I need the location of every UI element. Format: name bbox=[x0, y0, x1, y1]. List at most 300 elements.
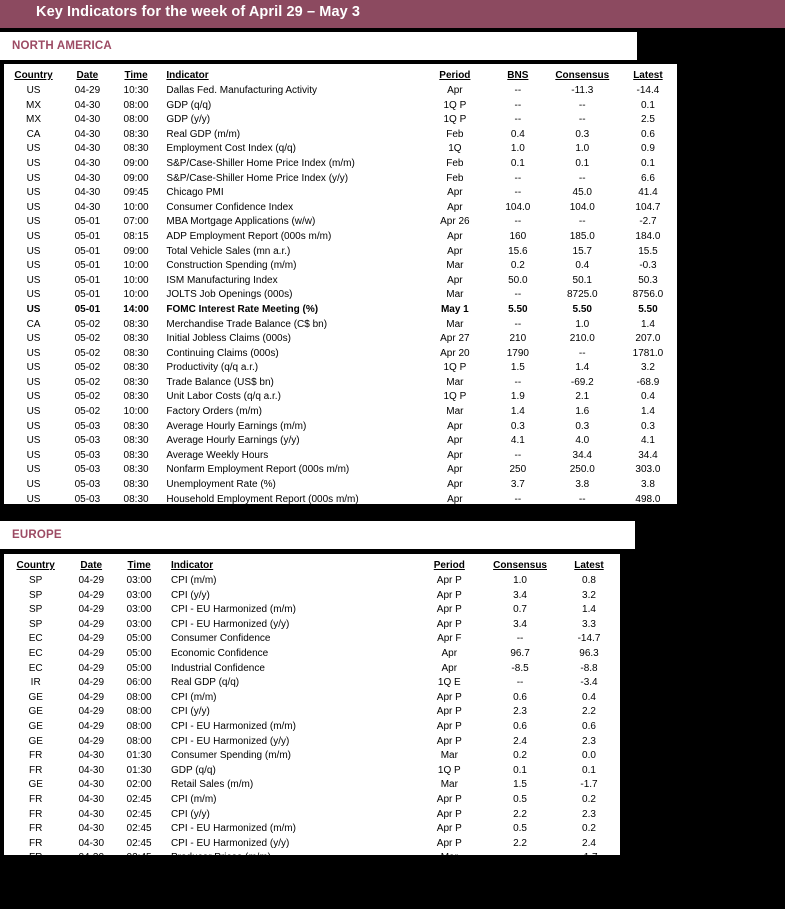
cell-time: 10:00 bbox=[123, 508, 149, 520]
cell-indicator: ISM Non-Manufacturing Composite bbox=[166, 508, 323, 520]
cell-bns: -- bbox=[514, 172, 522, 184]
cell-indicator: Construction Spending (m/m) bbox=[166, 260, 297, 272]
cell-indicator: Consumer Confidence bbox=[170, 633, 271, 645]
cell-country: US bbox=[26, 143, 41, 155]
cell-consensus: 0.1 bbox=[513, 764, 527, 776]
cell-consensus: 250.0 bbox=[569, 464, 595, 476]
cell-time: 03:00 bbox=[126, 589, 152, 601]
cell-time: 09:00 bbox=[123, 245, 149, 257]
cell-time: 02:45 bbox=[126, 793, 152, 805]
cell-consensus: 2.3 bbox=[513, 706, 527, 718]
cell-date: 04-30 bbox=[74, 143, 101, 155]
cell-indicator: CPI - EU Harmonized (m/m) bbox=[170, 823, 296, 835]
cell-date: 05-01 bbox=[74, 274, 101, 286]
cell-bns: 1.9 bbox=[510, 391, 525, 403]
cell-indicator: CPI (m/m) bbox=[170, 793, 217, 805]
cell-indicator: CPI - EU Harmonized (y/y) bbox=[170, 837, 290, 849]
cell-bns: 5.50 bbox=[508, 303, 528, 315]
cell-date: 05-02 bbox=[74, 362, 101, 374]
cell-period: Feb bbox=[446, 157, 464, 169]
cell-date: 05-02 bbox=[74, 376, 101, 388]
cell-consensus: 1.0 bbox=[575, 318, 590, 330]
cell-indicator: Real GDP (m/m) bbox=[166, 128, 241, 140]
cell-consensus: 0.3 bbox=[575, 128, 590, 140]
cell-latest: 3.2 bbox=[582, 589, 596, 601]
cell-bns: 50.0 bbox=[508, 274, 528, 286]
cell-latest: 0.1 bbox=[640, 157, 655, 169]
cell-period: Apr P bbox=[436, 837, 462, 849]
table-row bbox=[4, 449, 677, 464]
cell-consensus: 0.5 bbox=[513, 793, 527, 805]
cell-period: Apr bbox=[447, 449, 463, 461]
cell-period: Mar bbox=[446, 376, 464, 388]
cell-latest: 1.4 bbox=[582, 604, 596, 616]
cell-country: CA bbox=[26, 128, 41, 140]
cell-date: 04-29 bbox=[74, 85, 101, 96]
cell-bns: 52.0 bbox=[508, 508, 528, 520]
cell-country: US bbox=[26, 85, 41, 96]
cell-consensus: 1.5 bbox=[513, 779, 527, 791]
cell-period: Apr P bbox=[436, 618, 462, 630]
cell-consensus: -- bbox=[578, 99, 586, 111]
cell-indicator: CPI (m/m) bbox=[170, 575, 217, 586]
cell-time: 08:00 bbox=[126, 706, 152, 718]
section-header-europe bbox=[0, 521, 635, 549]
cell-date: 05-01 bbox=[74, 230, 101, 242]
cell-date: 04-30 bbox=[78, 852, 105, 864]
column-header-time: Time bbox=[127, 560, 151, 571]
cell-period: Feb bbox=[446, 128, 464, 140]
cell-country: US bbox=[26, 216, 41, 228]
cell-consensus: -- bbox=[516, 633, 524, 645]
cell-latest: 15.5 bbox=[638, 245, 658, 257]
cell-consensus: 45.0 bbox=[572, 187, 592, 199]
cell-period: Mar bbox=[446, 260, 464, 272]
cell-date: 05-03 bbox=[74, 508, 101, 520]
cell-indicator: S&P/Case-Shiller Home Price Index (m/m) bbox=[166, 157, 355, 169]
cell-time: 08:30 bbox=[123, 318, 149, 330]
cell-bns: 1.0 bbox=[510, 143, 525, 155]
cell-period: Apr 20 bbox=[440, 347, 470, 359]
cell-time: 08:30 bbox=[123, 435, 149, 447]
cell-indicator: Average Hourly Earnings (y/y) bbox=[166, 435, 300, 447]
cell-period: Apr bbox=[447, 274, 463, 286]
cell-country: US bbox=[26, 508, 41, 520]
cell-period: 1Q P bbox=[443, 391, 467, 403]
cell-date: 04-30 bbox=[74, 99, 101, 111]
cell-date: 05-01 bbox=[74, 260, 101, 272]
cell-time: 08:30 bbox=[123, 128, 149, 140]
cell-consensus: 0.6 bbox=[513, 720, 527, 732]
cell-time: 02:45 bbox=[126, 837, 152, 849]
cell-indicator: Unemployment Rate (%) bbox=[166, 479, 276, 491]
cell-bns: -- bbox=[514, 289, 522, 301]
cell-date: 05-03 bbox=[74, 449, 101, 461]
table-row bbox=[4, 851, 620, 866]
cell-consensus: -- bbox=[516, 852, 524, 864]
table-header-row bbox=[4, 559, 620, 574]
cell-bns: -- bbox=[514, 376, 522, 388]
table-row bbox=[4, 172, 677, 187]
cell-latest: 303.0 bbox=[635, 464, 661, 476]
cell-date: 05-01 bbox=[74, 303, 101, 315]
cell-country: FR bbox=[29, 750, 43, 762]
cell-indicator: CPI - EU Harmonized (m/m) bbox=[170, 604, 296, 616]
cell-latest: 498.0 bbox=[635, 493, 661, 505]
column-header-country: Country bbox=[16, 560, 55, 571]
cell-period: 1Q P bbox=[443, 362, 467, 374]
cell-time: 08:00 bbox=[123, 99, 149, 111]
cell-date: 05-02 bbox=[74, 347, 101, 359]
cell-date: 04-30 bbox=[78, 837, 105, 849]
cell-country: US bbox=[26, 245, 41, 257]
table-row bbox=[4, 332, 677, 347]
cell-latest: 3.8 bbox=[640, 479, 655, 491]
cell-latest: 6.6 bbox=[640, 172, 655, 184]
cell-consensus: 104.0 bbox=[569, 201, 595, 213]
cell-indicator: Factory Orders (m/m) bbox=[166, 406, 262, 418]
cell-time: 08:30 bbox=[123, 347, 149, 359]
table-row bbox=[4, 245, 677, 260]
cell-consensus: 2.2 bbox=[513, 808, 527, 820]
table-row bbox=[4, 589, 620, 604]
cell-time: 05:00 bbox=[126, 647, 152, 659]
table-row bbox=[4, 764, 620, 779]
cell-consensus: 0.4 bbox=[575, 260, 590, 272]
cell-country: IR bbox=[30, 677, 41, 689]
cell-time: 05:00 bbox=[126, 633, 152, 645]
cell-country: SP bbox=[29, 604, 43, 616]
cell-date: 05-02 bbox=[74, 318, 101, 330]
cell-country: US bbox=[26, 362, 41, 374]
cell-latest: 34.4 bbox=[638, 449, 658, 461]
table-row bbox=[4, 347, 677, 362]
cell-bns: 15.6 bbox=[508, 245, 528, 257]
cell-latest: -68.9 bbox=[636, 376, 660, 388]
cell-date: 05-02 bbox=[74, 391, 101, 403]
cell-country: US bbox=[26, 303, 41, 315]
table-row bbox=[4, 493, 677, 508]
cell-indicator: Average Weekly Hours bbox=[166, 449, 269, 461]
cell-latest: 0.0 bbox=[582, 750, 596, 762]
cell-indicator: FOMC Interest Rate Meeting (%) bbox=[166, 303, 319, 315]
cell-country: US bbox=[26, 230, 41, 242]
cell-consensus: 0.1 bbox=[575, 157, 590, 169]
cell-country: EC bbox=[28, 647, 43, 659]
table-row bbox=[4, 647, 620, 662]
cell-latest: 5.50 bbox=[638, 303, 658, 315]
cell-time: 09:00 bbox=[123, 157, 149, 169]
cell-country: US bbox=[26, 435, 41, 447]
column-header-consensus: Consensus bbox=[493, 560, 547, 571]
cell-period: 1Q P bbox=[443, 114, 467, 126]
cell-latest: 1781.0 bbox=[632, 347, 664, 359]
cell-time: 09:00 bbox=[123, 172, 149, 184]
cell-latest: 0.6 bbox=[582, 720, 596, 732]
cell-latest: 4.1 bbox=[640, 435, 655, 447]
cell-latest: 0.9 bbox=[640, 143, 655, 155]
table-row bbox=[4, 434, 677, 449]
cell-latest: 0.4 bbox=[640, 391, 655, 403]
cell-time: 08:30 bbox=[123, 493, 149, 505]
cell-indicator: Consumer Confidence Index bbox=[166, 201, 294, 213]
column-header-date: Date bbox=[76, 70, 99, 81]
cell-latest: 0.4 bbox=[582, 691, 596, 703]
cell-consensus: -- bbox=[578, 172, 586, 184]
cell-latest: 2.3 bbox=[582, 808, 596, 820]
table-row bbox=[4, 793, 620, 808]
cell-period: Apr bbox=[447, 508, 463, 520]
cell-date: 04-30 bbox=[78, 779, 105, 791]
cell-period: Apr bbox=[447, 464, 463, 476]
table-row bbox=[4, 574, 620, 589]
cell-indicator: S&P/Case-Shiller Home Price Index (y/y) bbox=[166, 172, 349, 184]
table-row bbox=[4, 632, 620, 647]
cell-bns: -- bbox=[514, 114, 522, 126]
cell-period: Apr P bbox=[436, 691, 462, 703]
cell-latest: 2.5 bbox=[640, 114, 655, 126]
cell-bns: -- bbox=[514, 493, 522, 505]
table-row bbox=[4, 705, 620, 720]
cell-date: 04-30 bbox=[74, 157, 101, 169]
cell-country: EC bbox=[28, 662, 43, 674]
cell-bns: 3.7 bbox=[510, 479, 525, 491]
cell-period: Apr bbox=[447, 493, 463, 505]
cell-consensus: 2.2 bbox=[513, 837, 527, 849]
cell-time: 08:30 bbox=[123, 143, 149, 155]
cell-latest: -14.7 bbox=[577, 633, 601, 645]
cell-date: 04-29 bbox=[78, 575, 105, 586]
cell-country: FR bbox=[29, 852, 43, 864]
cell-time: 01:30 bbox=[126, 764, 152, 776]
cell-date: 05-01 bbox=[74, 289, 101, 301]
cell-time: 10:00 bbox=[123, 406, 149, 418]
table-row bbox=[4, 837, 620, 852]
table-row bbox=[4, 288, 677, 303]
table-row bbox=[4, 603, 620, 618]
cell-country: CA bbox=[26, 318, 41, 330]
calendar-table-europe bbox=[4, 559, 620, 866]
cell-time: 05:00 bbox=[126, 662, 152, 674]
cell-latest: -0.3 bbox=[639, 260, 657, 272]
cell-bns: -- bbox=[514, 318, 522, 330]
cell-date: 05-03 bbox=[74, 420, 101, 432]
cell-consensus: 210.0 bbox=[569, 333, 595, 345]
cell-indicator: Nonfarm Employment Report (000s m/m) bbox=[166, 464, 350, 476]
cell-time: 14:00 bbox=[123, 303, 149, 315]
cell-consensus: 34.4 bbox=[572, 449, 592, 461]
table-row bbox=[4, 720, 620, 735]
cell-country: GE bbox=[28, 720, 43, 732]
cell-consensus: 1.6 bbox=[575, 406, 590, 418]
cell-period: Apr bbox=[447, 230, 463, 242]
cell-consensus: 3.4 bbox=[513, 589, 527, 601]
cell-date: 04-30 bbox=[78, 764, 105, 776]
column-header-indicator: Indicator bbox=[166, 70, 209, 81]
cell-period: Apr bbox=[441, 647, 458, 659]
cell-period: Apr bbox=[441, 662, 458, 674]
cell-indicator: Real GDP (q/q) bbox=[170, 677, 240, 689]
column-header-consensus: Consensus bbox=[555, 70, 610, 81]
table-row bbox=[4, 463, 677, 478]
cell-period: Apr P bbox=[436, 706, 462, 718]
cell-consensus: 4.0 bbox=[575, 435, 590, 447]
page-title: Key Indicators for the week of April 29 – May 3 bbox=[36, 4, 361, 20]
cell-consensus: 5.50 bbox=[572, 303, 592, 315]
cell-latest: 0.1 bbox=[582, 764, 596, 776]
cell-country: US bbox=[26, 274, 41, 286]
table-row bbox=[4, 259, 677, 274]
cell-indicator: Chicago PMI bbox=[166, 187, 224, 199]
cell-time: 01:30 bbox=[126, 750, 152, 762]
cell-time: 10:00 bbox=[123, 289, 149, 301]
cell-period: Apr P bbox=[436, 604, 462, 616]
cell-period: Mar bbox=[440, 852, 458, 864]
cell-indicator: Unit Labor Costs (q/q a.r.) bbox=[166, 391, 281, 403]
cell-period: Apr P bbox=[436, 575, 462, 586]
cell-latest: 0.8 bbox=[582, 575, 596, 586]
cell-consensus: -- bbox=[578, 347, 586, 359]
cell-country: FR bbox=[29, 793, 43, 805]
column-header-date: Date bbox=[80, 560, 103, 571]
cell-bns: 1790 bbox=[506, 347, 529, 359]
cell-time: 06:00 bbox=[126, 677, 152, 689]
cell-country: GE bbox=[28, 779, 43, 791]
cell-date: 04-30 bbox=[74, 114, 101, 126]
cell-consensus: 1.0 bbox=[575, 143, 590, 155]
cell-consensus: -- bbox=[516, 677, 524, 689]
table-header-row bbox=[4, 69, 677, 84]
cell-indicator: Productivity (q/q a.r.) bbox=[166, 362, 259, 374]
cell-date: 04-29 bbox=[78, 691, 105, 703]
cell-bns: -- bbox=[514, 449, 522, 461]
cell-time: 10:00 bbox=[123, 260, 149, 272]
cell-latest: 104.7 bbox=[635, 201, 661, 213]
cell-time: 08:30 bbox=[123, 376, 149, 388]
cell-indicator: GDP (q/q) bbox=[170, 764, 216, 776]
cell-consensus: 0.7 bbox=[513, 604, 527, 616]
cell-period: Apr P bbox=[436, 823, 462, 835]
cell-latest: 0.3 bbox=[640, 420, 655, 432]
cell-consensus: 2.1 bbox=[575, 391, 590, 403]
cell-time: 02:00 bbox=[126, 779, 152, 791]
cell-time: 10:00 bbox=[123, 274, 149, 286]
cell-date: 04-30 bbox=[78, 823, 105, 835]
column-header-period: Period bbox=[433, 560, 465, 571]
section-header-north-america bbox=[0, 32, 637, 60]
cell-time: 08:30 bbox=[123, 362, 149, 374]
cell-indicator: CPI (y/y) bbox=[170, 706, 210, 718]
cell-time: 08:00 bbox=[126, 735, 152, 747]
cell-indicator: CPI - EU Harmonized (y/y) bbox=[170, 618, 290, 630]
cell-date: 04-30 bbox=[74, 187, 101, 199]
cell-period: Apr P bbox=[436, 793, 462, 805]
table-row bbox=[4, 99, 677, 114]
cell-bns: -- bbox=[514, 187, 522, 199]
cell-period: Apr P bbox=[436, 735, 462, 747]
cell-consensus: 0.5 bbox=[513, 823, 527, 835]
cell-time: 10:00 bbox=[123, 201, 149, 213]
section-label-europe: EUROPE bbox=[12, 529, 62, 541]
table-row bbox=[4, 735, 620, 750]
cell-consensus: -69.2 bbox=[570, 376, 594, 388]
cell-time: 09:45 bbox=[123, 187, 149, 199]
cell-period: Mar bbox=[440, 779, 458, 791]
cell-indicator: CPI (m/m) bbox=[170, 691, 217, 703]
cell-bns: 1.5 bbox=[510, 362, 525, 374]
cell-indicator: CPI - EU Harmonized (y/y) bbox=[170, 735, 290, 747]
cell-bns: 4.1 bbox=[510, 435, 525, 447]
cell-indicator: GDP (q/q) bbox=[166, 99, 212, 111]
cell-date: 05-02 bbox=[74, 406, 101, 418]
cell-period: Mar bbox=[446, 406, 464, 418]
cell-consensus: 52.1 bbox=[572, 508, 592, 520]
cell-date: 04-29 bbox=[78, 677, 105, 689]
cell-latest: 207.0 bbox=[635, 333, 661, 345]
cell-date: 04-30 bbox=[78, 793, 105, 805]
cell-date: 04-30 bbox=[74, 201, 101, 213]
table-row bbox=[4, 676, 620, 691]
table-row bbox=[4, 618, 620, 633]
table-row bbox=[4, 142, 677, 157]
cell-indicator: CPI (y/y) bbox=[170, 589, 210, 601]
cell-indicator: MBA Mortgage Applications (w/w) bbox=[166, 216, 316, 228]
table-row bbox=[4, 186, 677, 201]
table-row bbox=[4, 691, 620, 706]
cell-country: MX bbox=[26, 114, 42, 126]
document-title-bar bbox=[0, 0, 785, 28]
table-row bbox=[4, 128, 677, 143]
table-row bbox=[4, 376, 677, 391]
cell-date: 05-02 bbox=[74, 333, 101, 345]
cell-bns: 0.4 bbox=[510, 128, 525, 140]
column-header-period: Period bbox=[439, 70, 471, 81]
cell-period: 1Q bbox=[448, 143, 462, 155]
cell-time: 03:00 bbox=[126, 575, 152, 586]
cell-consensus: 50.1 bbox=[572, 274, 592, 286]
cell-time: 08:00 bbox=[126, 720, 152, 732]
cell-period: 1Q P bbox=[437, 764, 461, 776]
cell-period: Apr 26 bbox=[440, 216, 470, 228]
cell-date: 05-03 bbox=[74, 479, 101, 491]
cell-period: Apr bbox=[447, 85, 463, 96]
cell-consensus: -- bbox=[578, 114, 586, 126]
cell-latest: 2.4 bbox=[582, 837, 596, 849]
table-row bbox=[4, 230, 677, 245]
cell-indicator: Consumer Spending (m/m) bbox=[170, 750, 291, 762]
cell-latest: 0.2 bbox=[582, 823, 596, 835]
cell-latest: 0.6 bbox=[640, 128, 655, 140]
table-row bbox=[4, 274, 677, 289]
cell-consensus: 1.0 bbox=[513, 575, 527, 586]
cell-indicator: JOLTS Job Openings (000s) bbox=[166, 289, 293, 301]
cell-country: FR bbox=[29, 823, 43, 835]
cell-date: 05-03 bbox=[74, 464, 101, 476]
cell-time: 08:30 bbox=[123, 464, 149, 476]
cell-latest: 1.4 bbox=[640, 318, 655, 330]
cell-country: SP bbox=[29, 618, 43, 630]
cell-bns: 0.2 bbox=[510, 260, 525, 272]
cell-bns: 160 bbox=[509, 230, 527, 242]
cell-latest: 51.4 bbox=[638, 508, 658, 520]
cell-bns: 0.3 bbox=[510, 420, 525, 432]
cell-period: 1Q E bbox=[437, 677, 461, 689]
cell-country: US bbox=[26, 479, 41, 491]
cell-time: 03:00 bbox=[126, 604, 152, 616]
cell-indicator: CPI (y/y) bbox=[170, 808, 210, 820]
cell-latest: -8.8 bbox=[580, 662, 598, 674]
cell-country: FR bbox=[29, 764, 43, 776]
